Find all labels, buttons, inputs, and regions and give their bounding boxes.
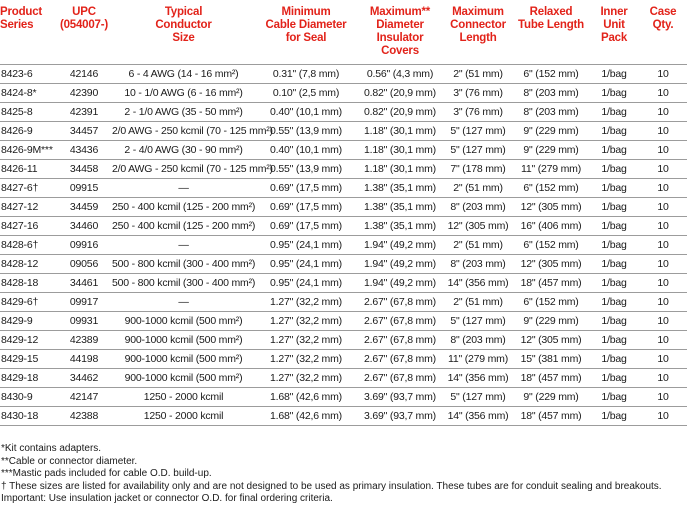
header-line: Qty. [652, 19, 674, 31]
cell-case: 10 [639, 217, 687, 236]
table-body [0, 65, 687, 426]
column-header-upc [56, 2, 112, 65]
cell-max_dia: 2.67" (67,8 mm) [357, 312, 443, 331]
cell-case: 10 [639, 407, 687, 426]
cell-min_dia: 0.95" (24,1 mm) [255, 236, 357, 255]
table-row [0, 407, 687, 426]
cell-conductor: 2/0 AWG - 250 kcmil (70 - 125 mm²) [112, 122, 255, 141]
cell-max_dia: 0.82" (20,9 mm) [357, 84, 443, 103]
cell-upc: 42390 [56, 84, 112, 103]
table-row [0, 350, 687, 369]
cell-min_dia: 0.55" (13,9 mm) [255, 122, 357, 141]
cell-min_dia: 0.40" (10,1 mm) [255, 141, 357, 160]
header-line: Diameter [376, 19, 424, 31]
cell-max_dia: 1.94" (49,2 mm) [357, 274, 443, 293]
column-header-inner [589, 2, 639, 65]
cell-min_dia: 0.69" (17,5 mm) [255, 179, 357, 198]
cell-conductor: — [112, 179, 255, 198]
cell-inner: 1/bag [589, 312, 639, 331]
footnote: **Cable or connector diameter. [1, 455, 138, 467]
cell-upc: 09931 [56, 312, 112, 331]
cell-upc: 09056 [56, 255, 112, 274]
header-line: Insulator Covers [376, 32, 424, 57]
cell-max_len: 2" (51 mm) [443, 293, 513, 312]
cell-inner: 1/bag [589, 293, 639, 312]
cell-inner: 1/bag [589, 369, 639, 388]
cell-upc: 42146 [56, 65, 112, 84]
table-row [0, 84, 687, 103]
cell-series: 8423-6 [0, 65, 56, 84]
cell-case: 10 [639, 179, 687, 198]
cell-conductor: 1250 - 2000 kcmil [112, 407, 255, 426]
cell-case: 10 [639, 255, 687, 274]
cell-conductor: 900-1000 kcmil (500 mm²) [112, 369, 255, 388]
header-line: Product [0, 6, 43, 18]
cell-conductor: 900-1000 kcmil (500 mm²) [112, 312, 255, 331]
cell-max_len: 5" (127 mm) [443, 312, 513, 331]
cell-inner: 1/bag [589, 179, 639, 198]
cell-relaxed: 16" (406 mm) [513, 217, 589, 236]
cell-upc: 34462 [56, 369, 112, 388]
cell-max_len: 2" (51 mm) [443, 65, 513, 84]
cell-max_len: 12" (305 mm) [443, 217, 513, 236]
cell-conductor: — [112, 236, 255, 255]
cell-max_dia: 1.38" (35,1 mm) [357, 217, 443, 236]
cell-case: 10 [639, 312, 687, 331]
cell-max_dia: 1.94" (49,2 mm) [357, 236, 443, 255]
cell-max_dia: 0.56" (4,3 mm) [357, 65, 443, 84]
column-header-conductor [112, 2, 255, 65]
cell-case: 10 [639, 141, 687, 160]
cell-case: 10 [639, 293, 687, 312]
cell-relaxed: 18" (457 mm) [513, 407, 589, 426]
cell-max_len: 2" (51 mm) [443, 236, 513, 255]
cell-min_dia: 0.10" (2,5 mm) [255, 84, 357, 103]
header-line: Relaxed [529, 6, 573, 18]
cell-max_len: 5" (127 mm) [443, 388, 513, 407]
header-line: Case [649, 6, 677, 18]
cell-inner: 1/bag [589, 274, 639, 293]
cell-relaxed: 9" (229 mm) [513, 122, 589, 141]
column-header-max_dia [357, 2, 443, 65]
cell-max_dia: 2.67" (67,8 mm) [357, 293, 443, 312]
cell-relaxed: 8" (203 mm) [513, 103, 589, 122]
header-line: (054007-) [59, 19, 109, 31]
spec-table [0, 2, 687, 426]
cell-upc: 34458 [56, 160, 112, 179]
cell-conductor: 500 - 800 kcmil (300 - 400 mm²) [112, 255, 255, 274]
column-header-relaxed [513, 2, 589, 65]
cell-case: 10 [639, 198, 687, 217]
footnote: † These sizes are listed for availability only and are not designed to be used as primary insulation. These tubes are for conduit sealing and breakouts. [1, 480, 662, 492]
cell-max_len: 2" (51 mm) [443, 179, 513, 198]
cell-case: 10 [639, 65, 687, 84]
cell-max_dia: 2.67" (67,8 mm) [357, 369, 443, 388]
column-header-case [639, 2, 687, 65]
cell-series: 8428-12 [0, 255, 56, 274]
cell-conductor: — [112, 293, 255, 312]
cell-case: 10 [639, 236, 687, 255]
cell-min_dia: 0.40" (10,1 mm) [255, 103, 357, 122]
cell-relaxed: 11" (279 mm) [513, 160, 589, 179]
header-line: Maximum [452, 6, 504, 18]
cell-relaxed: 6" (152 mm) [513, 236, 589, 255]
table-row [0, 369, 687, 388]
cell-relaxed: 9" (229 mm) [513, 141, 589, 160]
header-line: Pack [600, 32, 628, 44]
cell-relaxed: 15" (381 mm) [513, 350, 589, 369]
header-line: Cable Diameter [265, 19, 347, 31]
cell-inner: 1/bag [589, 350, 639, 369]
cell-max_len: 8" (203 mm) [443, 198, 513, 217]
cell-min_dia: 1.27" (32,2 mm) [255, 350, 357, 369]
cell-upc: 42147 [56, 388, 112, 407]
cell-max_len: 3" (76 mm) [443, 84, 513, 103]
cell-relaxed: 6" (152 mm) [513, 293, 589, 312]
cell-upc: 44198 [56, 350, 112, 369]
cell-upc: 09916 [56, 236, 112, 255]
cell-min_dia: 1.68" (42,6 mm) [255, 388, 357, 407]
cell-inner: 1/bag [589, 160, 639, 179]
cell-min_dia: 1.27" (32,2 mm) [255, 312, 357, 331]
header-line: Tube Length [518, 19, 584, 31]
cell-relaxed: 6" (152 mm) [513, 65, 589, 84]
cell-upc: 34460 [56, 217, 112, 236]
cell-case: 10 [639, 84, 687, 103]
cell-max_len: 14" (356 mm) [443, 407, 513, 426]
cell-relaxed: 18" (457 mm) [513, 369, 589, 388]
cell-inner: 1/bag [589, 103, 639, 122]
cell-max_len: 8" (203 mm) [443, 255, 513, 274]
cell-max_dia: 1.94" (49,2 mm) [357, 255, 443, 274]
cell-series: 8427-16 [0, 217, 56, 236]
cell-max_dia: 2.67" (67,8 mm) [357, 350, 443, 369]
table-row [0, 65, 687, 84]
column-header-series [0, 2, 56, 65]
cell-series: 8429-15 [0, 350, 56, 369]
cell-conductor: 500 - 800 kcmil (300 - 400 mm²) [112, 274, 255, 293]
cell-min_dia: 1.27" (32,2 mm) [255, 293, 357, 312]
table-row [0, 331, 687, 350]
cell-min_dia: 1.27" (32,2 mm) [255, 369, 357, 388]
table-header [0, 2, 687, 65]
cell-inner: 1/bag [589, 84, 639, 103]
header-line: for Seal [285, 32, 327, 44]
table-row [0, 236, 687, 255]
cell-case: 10 [639, 274, 687, 293]
cell-inner: 1/bag [589, 122, 639, 141]
cell-max_len: 3" (76 mm) [443, 103, 513, 122]
footnote: Important: Use insulation jacket or connector O.D. for final ordering criteria. [1, 493, 333, 505]
header-line: Minimum [281, 6, 331, 18]
header-line: Series [0, 19, 34, 31]
cell-min_dia: 1.27" (32,2 mm) [255, 331, 357, 350]
cell-conductor: 250 - 400 kcmil (125 - 200 mm²) [112, 217, 255, 236]
cell-max_dia: 1.18" (30,1 mm) [357, 122, 443, 141]
cell-upc: 34461 [56, 274, 112, 293]
cell-max_dia: 1.18" (30,1 mm) [357, 160, 443, 179]
cell-series: 8424-8* [0, 84, 56, 103]
table-row [0, 274, 687, 293]
cell-series: 8429-9 [0, 312, 56, 331]
cell-inner: 1/bag [589, 198, 639, 217]
cell-max_dia: 2.67" (67,8 mm) [357, 331, 443, 350]
cell-inner: 1/bag [589, 407, 639, 426]
cell-max_len: 7" (178 mm) [443, 160, 513, 179]
cell-relaxed: 12" (305 mm) [513, 331, 589, 350]
cell-relaxed: 8" (203 mm) [513, 84, 589, 103]
cell-upc: 34457 [56, 122, 112, 141]
cell-max_len: 5" (127 mm) [443, 141, 513, 160]
cell-min_dia: 0.69" (17,5 mm) [255, 198, 357, 217]
cell-relaxed: 9" (229 mm) [513, 388, 589, 407]
cell-conductor: 2 - 4/0 AWG (30 - 90 mm²) [112, 141, 255, 160]
cell-series: 8428-6† [0, 236, 56, 255]
header-line: UPC [72, 6, 96, 18]
table-row [0, 122, 687, 141]
header-line: Inner [600, 6, 628, 18]
footnote: ***Mastic pads included for cable O.D. build-up. [1, 468, 212, 480]
header-line: Maximum** [369, 6, 431, 18]
cell-case: 10 [639, 122, 687, 141]
footnotes [1, 443, 685, 506]
table-row [0, 312, 687, 331]
cell-upc: 34459 [56, 198, 112, 217]
cell-inner: 1/bag [589, 255, 639, 274]
cell-min_dia: 0.95" (24,1 mm) [255, 274, 357, 293]
cell-max_dia: 3.69" (93,7 mm) [357, 388, 443, 407]
cell-min_dia: 0.69" (17,5 mm) [255, 217, 357, 236]
cell-conductor: 10 - 1/0 AWG (6 - 16 mm²) [112, 84, 255, 103]
cell-series: 8428-18 [0, 274, 56, 293]
cell-series: 8430-9 [0, 388, 56, 407]
cell-series: 8425-8 [0, 103, 56, 122]
cell-series: 8430-18 [0, 407, 56, 426]
cell-upc: 42389 [56, 331, 112, 350]
cell-conductor: 2 - 1/0 AWG (35 - 50 mm²) [112, 103, 255, 122]
cell-series: 8427-6† [0, 179, 56, 198]
cell-max_len: 8" (203 mm) [443, 331, 513, 350]
cell-max_dia: 0.82" (20,9 mm) [357, 103, 443, 122]
cell-upc: 42388 [56, 407, 112, 426]
cell-min_dia: 1.68" (42,6 mm) [255, 407, 357, 426]
header-line: Typical [164, 6, 203, 18]
footnote: *Kit contains adapters. [1, 443, 102, 454]
cell-upc: 42391 [56, 103, 112, 122]
cell-relaxed: 9" (229 mm) [513, 312, 589, 331]
cell-case: 10 [639, 369, 687, 388]
cell-series: 8426-11 [0, 160, 56, 179]
table-row [0, 141, 687, 160]
cell-inner: 1/bag [589, 65, 639, 84]
cell-inner: 1/bag [589, 331, 639, 350]
column-header-max_len [443, 2, 513, 65]
cell-series: 8429-6† [0, 293, 56, 312]
cell-conductor: 250 - 400 kcmil (125 - 200 mm²) [112, 198, 255, 217]
cell-case: 10 [639, 350, 687, 369]
cell-upc: 09917 [56, 293, 112, 312]
cell-series: 8429-12 [0, 331, 56, 350]
cell-series: 8426-9 [0, 122, 56, 141]
cell-conductor: 6 - 4 AWG (14 - 16 mm²) [112, 65, 255, 84]
table-row [0, 179, 687, 198]
cell-min_dia: 0.31" (7,8 mm) [255, 65, 357, 84]
header-line: Connector [450, 19, 506, 31]
header-line: Conductor [155, 19, 212, 31]
cell-conductor: 2/0 AWG - 250 kcmil (70 - 125 mm²) [112, 160, 255, 179]
cell-max_len: 11" (279 mm) [443, 350, 513, 369]
cell-conductor: 1250 - 2000 kcmil [112, 388, 255, 407]
table-row [0, 103, 687, 122]
header-row [0, 2, 687, 65]
table-row [0, 217, 687, 236]
cell-series: 8427-12 [0, 198, 56, 217]
cell-relaxed: 12" (305 mm) [513, 255, 589, 274]
cell-min_dia: 0.95" (24,1 mm) [255, 255, 357, 274]
cell-upc: 09915 [56, 179, 112, 198]
cell-case: 10 [639, 160, 687, 179]
cell-conductor: 900-1000 kcmil (500 mm²) [112, 331, 255, 350]
cell-max_len: 14" (356 mm) [443, 274, 513, 293]
cell-max_dia: 3.69" (93,7 mm) [357, 407, 443, 426]
cell-min_dia: 0.55" (13,9 mm) [255, 160, 357, 179]
cell-relaxed: 6" (152 mm) [513, 179, 589, 198]
header-line: Size [172, 32, 195, 44]
cell-series: 8429-18 [0, 369, 56, 388]
header-line: Unit [603, 19, 625, 31]
cell-upc: 43436 [56, 141, 112, 160]
cell-inner: 1/bag [589, 236, 639, 255]
table-row [0, 160, 687, 179]
table-row [0, 388, 687, 407]
cell-conductor: 900-1000 kcmil (500 mm²) [112, 350, 255, 369]
cell-max_dia: 1.18" (30,1 mm) [357, 141, 443, 160]
cell-max_dia: 1.38" (35,1 mm) [357, 198, 443, 217]
cell-case: 10 [639, 103, 687, 122]
cell-inner: 1/bag [589, 388, 639, 407]
header-line: Length [459, 32, 497, 44]
table-row [0, 293, 687, 312]
cell-max_len: 14" (356 mm) [443, 369, 513, 388]
column-header-min_dia [255, 2, 357, 65]
cell-inner: 1/bag [589, 217, 639, 236]
cell-case: 10 [639, 331, 687, 350]
cell-relaxed: 12" (305 mm) [513, 198, 589, 217]
cell-max_len: 5" (127 mm) [443, 122, 513, 141]
table-row [0, 198, 687, 217]
cell-case: 10 [639, 388, 687, 407]
cell-series: 8426-9M*** [0, 141, 56, 160]
cell-inner: 1/bag [589, 141, 639, 160]
cell-relaxed: 18" (457 mm) [513, 274, 589, 293]
table-row [0, 255, 687, 274]
cell-max_dia: 1.38" (35,1 mm) [357, 179, 443, 198]
